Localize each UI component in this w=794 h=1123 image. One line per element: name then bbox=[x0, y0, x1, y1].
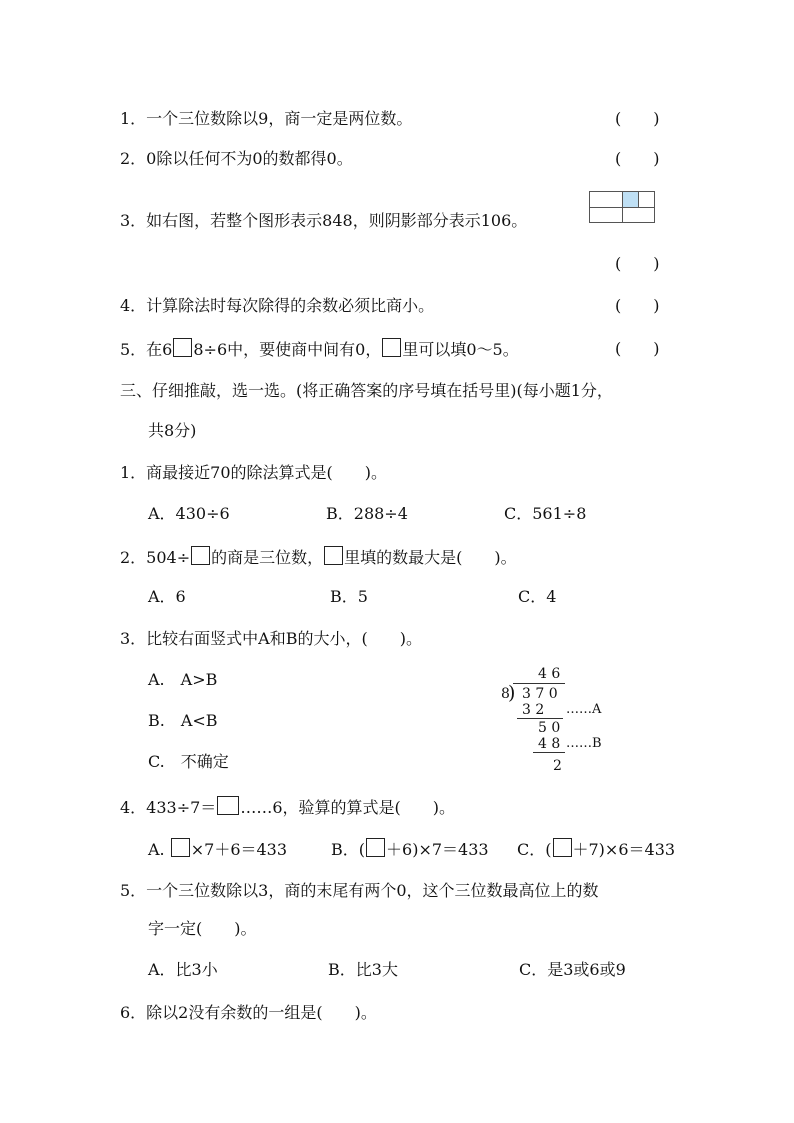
ld-label-b: ……B bbox=[566, 736, 602, 751]
q4-a-post: ×7＋6＝433 bbox=[190, 840, 288, 859]
q1-option-b[interactable]: B．288÷4 bbox=[326, 504, 408, 523]
judge-item-5 bbox=[120, 338, 519, 361]
blank-box[interactable] bbox=[366, 838, 385, 857]
choice-q5-stem: 5．一个三位数除以3，商的末尾有两个0，这个三位数最高位上的数 bbox=[120, 881, 599, 900]
choice-q5-stem-cont: 字一定( )。 bbox=[148, 919, 257, 938]
q4-c-pre: C．( bbox=[517, 840, 552, 859]
choice-q3-stem: 3．比较右面竖式中A和B的大小，( )。 bbox=[120, 629, 422, 648]
judge-item-5-pre: 5．在6 bbox=[120, 340, 173, 359]
choice-q6-stem: 6．除以2没有余数的一组是( )。 bbox=[120, 1003, 377, 1022]
answer-paren-4[interactable]: ( ) bbox=[615, 296, 660, 315]
answer-paren-2[interactable]: ( ) bbox=[615, 149, 660, 168]
section-3-heading-cont: 共8分) bbox=[148, 421, 197, 440]
q2-stem-mid: 的商是三位数， bbox=[211, 548, 324, 567]
blank-box[interactable] bbox=[191, 546, 210, 565]
blank-box[interactable] bbox=[217, 796, 239, 815]
q5-option-c[interactable]: C．是3或6或9 bbox=[519, 960, 626, 979]
blank-box[interactable] bbox=[173, 338, 192, 357]
q4-b-pre: B．( bbox=[331, 840, 366, 859]
answer-paren-1[interactable]: ( ) bbox=[615, 109, 660, 128]
q4-c-post: ＋7)×6＝433 bbox=[572, 840, 676, 859]
q2-option-a[interactable]: A．6 bbox=[148, 587, 186, 606]
q3-option-b[interactable]: B. A<B bbox=[148, 711, 218, 730]
judge-item-5-mid: 8÷6中，要使商中间有0， bbox=[193, 340, 382, 359]
judge-item-5-post: 里可以填0～5。 bbox=[402, 340, 519, 359]
choice-q2-stem bbox=[120, 546, 517, 569]
q4-stem-pre: 4．433÷7＝ bbox=[120, 798, 217, 817]
ld-step-3: 4 8 bbox=[538, 736, 561, 752]
q4-option-a[interactable] bbox=[148, 838, 287, 861]
q3-option-c[interactable]: C. 不确定 bbox=[148, 752, 229, 771]
q2-stem-post: 里填的数最大是( )。 bbox=[344, 548, 517, 567]
q5-option-a[interactable]: A．比3小 bbox=[148, 960, 218, 979]
q4-b-post: ＋6)×7＝433 bbox=[386, 840, 489, 859]
ld-label-a: ……A bbox=[566, 702, 602, 717]
ld-bracket: ) bbox=[508, 682, 516, 704]
judge-item-1: 1．一个三位数除以9，商一定是两位数。 bbox=[120, 109, 413, 128]
ld-step-1: 3 2 bbox=[522, 702, 545, 718]
q3-option-a[interactable]: A. A>B bbox=[148, 670, 218, 689]
blank-box[interactable] bbox=[553, 838, 572, 857]
judge-item-3: 3．如右图，若整个图形表示848，则阴影部分表示106。 bbox=[120, 211, 528, 230]
q4-option-c[interactable] bbox=[517, 838, 675, 861]
blank-box[interactable] bbox=[324, 546, 343, 565]
ld-step-2: 5 0 bbox=[538, 720, 561, 736]
blank-box[interactable] bbox=[382, 338, 401, 357]
q2-option-b[interactable]: B．5 bbox=[330, 587, 368, 606]
q1-option-c[interactable]: C．561÷8 bbox=[504, 504, 587, 523]
judge-item-2: 2．0除以任何不为0的数都得0。 bbox=[120, 149, 353, 168]
q2-option-c[interactable]: C．4 bbox=[518, 587, 557, 606]
choice-q1-stem: 1．商最接近70的除法算式是( )。 bbox=[120, 463, 388, 482]
q4-stem-post: ……6，验算的算式是( )。 bbox=[240, 798, 455, 817]
judge-item-4: 4．计算除法时每次除得的余数必须比商小。 bbox=[120, 296, 435, 315]
ld-dividend: 3 7 0 bbox=[522, 686, 558, 702]
ld-divisor: 8 bbox=[501, 686, 510, 702]
answer-paren-5[interactable]: ( ) bbox=[615, 339, 660, 358]
ld-remainder: 2 bbox=[553, 758, 562, 774]
section-3-heading: 三、仔细推敲，选一选。(将正确答案的序号填在括号里)(每小题1分， bbox=[120, 381, 613, 400]
answer-paren-3[interactable]: ( ) bbox=[615, 254, 660, 273]
ld-quotient: 4 6 bbox=[538, 666, 561, 682]
choice-q4-stem bbox=[120, 796, 455, 819]
q2-stem-pre: 2．504÷ bbox=[120, 548, 191, 567]
q5-option-b[interactable]: B．比3大 bbox=[328, 960, 398, 979]
blank-box[interactable] bbox=[171, 838, 190, 857]
q4-a-pre: A. bbox=[148, 840, 165, 859]
q4-option-b[interactable] bbox=[331, 838, 489, 861]
fraction-grid-figure bbox=[589, 191, 655, 223]
shaded-cell bbox=[622, 192, 638, 207]
q1-option-a[interactable]: A．430÷6 bbox=[148, 504, 230, 523]
